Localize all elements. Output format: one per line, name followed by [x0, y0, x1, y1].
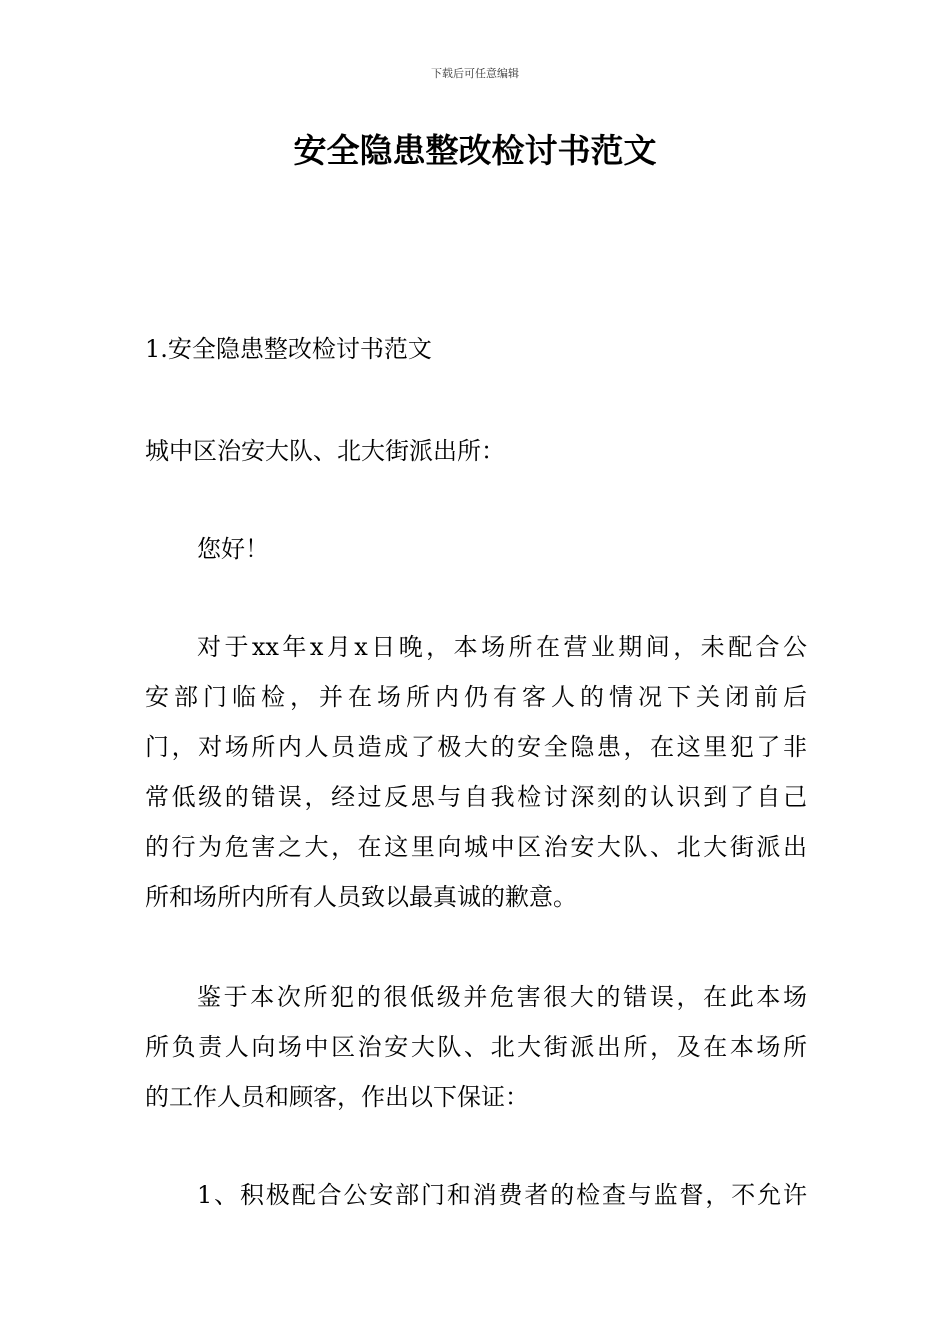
paragraph-2-line: 的工作人员和顾客，作出以下保证： [145, 1083, 529, 1111]
paragraph-2-line: 所负责人向场中区治安大队、北大街派出所，及在本场所 [145, 1033, 807, 1061]
paragraph-1-line: 所和场所内所有人员致以最真诚的歉意。 [145, 883, 577, 911]
paragraph-1-line: 的行为危害之大，在这里向城中区治安大队、北大街派出 [145, 833, 807, 861]
greeting: 您好！ [197, 535, 269, 563]
salutation: 城中区治安大队、北大街派出所： [145, 437, 505, 465]
list-item-1-line: 1、积极配合公安部门和消费者的检查与监督，不允许 [197, 1181, 807, 1209]
paragraph-1-line: 门，对场所内人员造成了极大的安全隐患，在这里犯了非 [145, 733, 807, 761]
list-item-1 [145, 1170, 807, 1220]
paragraph-2 [145, 972, 807, 1122]
paragraph-2-line: 鉴于本次所犯的很低级并危害很大的错误，在此本场 [197, 983, 807, 1011]
section-heading: 1.安全隐患整改检讨书范文 [145, 335, 432, 363]
paragraph-1-line: 对于xx年x月x日晚，本场所在营业期间，未配合公 [197, 633, 807, 661]
paragraph-1-line: 常低级的错误，经过反思与自我检讨深刻的认识到了自己 [145, 783, 807, 811]
paragraph-1 [145, 622, 807, 922]
document-title: 安全隐患整改检讨书范文 [293, 131, 657, 170]
paragraph-1-line: 安部门临检，并在场所内仍有客人的情况下关闭前后 [145, 683, 807, 711]
header-note: 下载后可任意编辑 [431, 67, 519, 80]
